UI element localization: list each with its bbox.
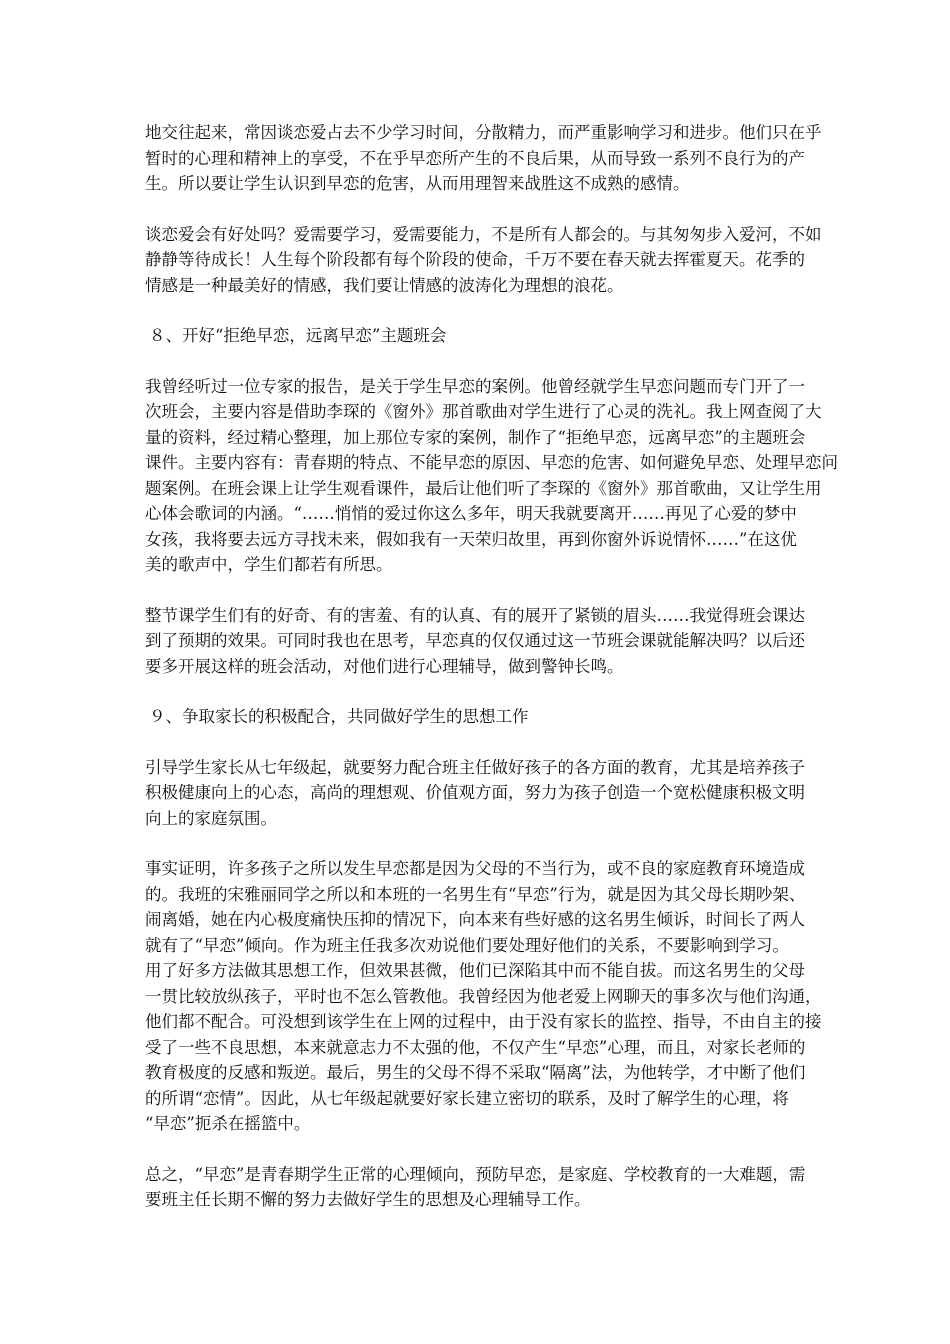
text-line: “早恋”扼杀在摇篮中。 bbox=[145, 1114, 311, 1133]
text-line: 情感是一种最美好的情感，我们要让情感的波涛化为理想的浪花。 bbox=[145, 275, 624, 295]
text-line: 教育极度的反感和叛逆。最后，男生的父母不得不采取“隔离”法，为他转学，才中断了他们 bbox=[145, 1063, 806, 1082]
text-line: 生。所以要让学生认识到早恋的危害，从而用理智来战胜这不成熟的感情。 bbox=[145, 174, 690, 193]
text-line: 要多开展这样的班会活动，对他们进行心理辅导，做到警钟长鸣。 bbox=[145, 656, 624, 676]
text-line: 美的歌声中，学生们都若有所思。 bbox=[145, 555, 393, 574]
text-line: 我曾经听过一位专家的报告，是关于学生早恋的案例。他曾经就学生早恋问题而专门开了一 bbox=[145, 376, 805, 396]
text-line: 的。我班的宋雅丽同学之所以和本班的一名男生有“早恋”行为，就是因为其父母长期吵架、 bbox=[145, 884, 806, 904]
text-line: 积极健康向上的心态，高尚的理想观、价值观方面，努力为孩子创造一个宽松健康积极文明 bbox=[145, 783, 805, 802]
text-line: 引导学生家长从七年级起，就要努力配合班主任做好孩子的各方面的教育，尤其是培养孩子 bbox=[145, 757, 805, 777]
text-line: 课件。主要内容有：青春期的特点、不能早恋的原因、早恋的危害、如何避免早恋、处理早恋问 bbox=[145, 453, 838, 472]
text-line: 就有了“早恋”倾向。作为班主任我多次劝说他们要处理好他们的关系，不要影响到学习。 bbox=[145, 935, 789, 955]
text-line: 静静等待成长！人生每个阶段都有每个阶段的使命，千万不要在春天就去挥霍夏天。花季的 bbox=[145, 250, 805, 269]
text-line: 谈恋爱会有好处吗？爱需要学习，爱需要能力，不是所有人都会的。与其匆匆步入爱河，不如 bbox=[145, 224, 822, 244]
document-page bbox=[145, 120, 838, 1238]
text-line: 他们都不配合。可没想到该学生在上网的过程中，由于没有家长的监控、指导，不由自主的接 bbox=[145, 1012, 822, 1031]
text-line: 地交往起来，常因谈恋爱占去不少学习时间，分散精力，而严重影响学习和进步。他们只在乎 bbox=[145, 123, 822, 142]
text-line: 心体会歌词的内涵。“……悄悄的爱过你这么多年，明天我就要离开……再见了心爱的梦中 bbox=[145, 504, 797, 523]
text-line: 受了一些不良思想，本来就意志力不太强的他，不仅产生“早恋”心理，而且，对家长老师的 bbox=[145, 1037, 806, 1057]
text-line: 要班主任长期不懈的努力去做好学生的思想及心理辅导工作。 bbox=[145, 1190, 591, 1209]
paragraph-case-study bbox=[145, 856, 822, 1137]
text-line: 到了预期的效果。可同时我也在思考，早恋真的仅仅通过这一节班会课就能解决吗？以后还 bbox=[145, 631, 805, 650]
text-line: 用了好多方法做其思想工作，但效果甚微，他们已深陷其中而不能自拔。而这名男生的父母 bbox=[145, 961, 805, 980]
paragraph-class-effect bbox=[145, 603, 810, 680]
text-line: 总之，“早恋”是青春期学生正常的心理倾向，预防早恋，是家庭、学校教育的一大难题，需 bbox=[145, 1164, 806, 1184]
text-line: 向上的家庭氛围。 bbox=[145, 808, 277, 828]
text-line: 女孩，我将要去远方寻找未来，假如我有一天荣归故里，再到你窗外诉说情怀……”在这优 bbox=[145, 529, 797, 549]
text-line: 量的资料，经过精心整理，加上那位专家的案例，制作了“拒绝早恋，远离早恋”的主题班会 bbox=[145, 427, 806, 447]
text-line: 暂时的心理和精神上的享受，不在乎早恋所产生的不良后果，从而导致一系列不良行为的产 bbox=[145, 148, 805, 168]
text-line: 闹离婚，她在内心极度痛快压抑的情况下，向本来有些好感的这名男生倾诉，时间长了两人 bbox=[145, 910, 805, 929]
paragraph-early-love-harm bbox=[145, 120, 822, 197]
paragraph-parent-guidance bbox=[145, 755, 810, 832]
paragraph-love-benefits bbox=[145, 222, 822, 299]
text-line: 整节课学生们有的好奇、有的害羞、有的认真、有的展开了紧锁的眉头……我觉得班会课达 bbox=[145, 605, 805, 625]
text-line: 一贯比较放纵孩子，平时也不怎么管教他。我曾经因为他老爱上网聊天的事多次与他们沟通， bbox=[145, 986, 822, 1006]
section-heading-9: ９、争取家长的积极配合，共同做好学生的思想工作 bbox=[149, 707, 529, 726]
text-line: 事实证明，许多孩子之所以发生早恋都是因为父母的不当行为，或不良的家庭教育环境造成 bbox=[145, 859, 805, 878]
text-line: 次班会，主要内容是借助李琛的《窗外》那首歌曲对学生进行了心灵的洗礼。我上网查阅了大 bbox=[145, 402, 822, 421]
text-line: 题案例。在班会课上让学生观看课件，最后让他们听了李琛的《窗外》那首歌曲，又让学生用 bbox=[145, 478, 822, 498]
paragraph-conclusion bbox=[145, 1162, 810, 1213]
section-heading-8: ８、开好“拒绝早恋，远离早恋”主题班会 bbox=[149, 326, 447, 345]
paragraph-class-meeting bbox=[145, 374, 838, 578]
text-line: 的所谓“恋情”。因此，从七年级起就要好家长建立密切的联系，及时了解学生的心理，将 bbox=[145, 1088, 789, 1108]
